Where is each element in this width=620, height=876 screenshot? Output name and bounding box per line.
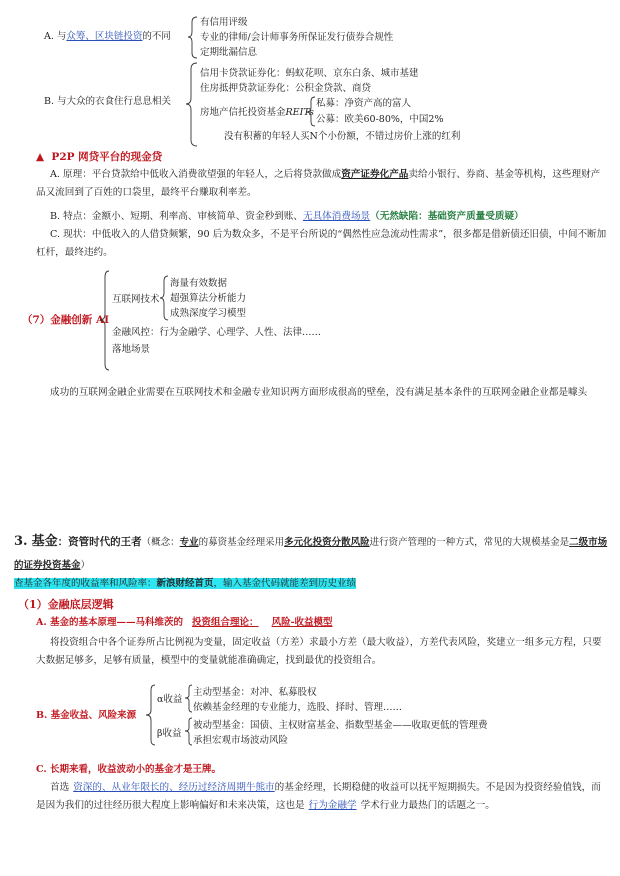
fund-c-link[interactable]: 资深的、从业年限长的、经历过经济周期牛熊市 <box>73 782 275 793</box>
reits-label: 房地产信托投资基金REITs <box>200 107 314 118</box>
p2p-b: B. 特点：金额小、短期、利率高、审核简单、资金秒到账、无具体消费场景（无然缺陷：基础资产质量受质疑） <box>50 211 524 222</box>
ai-brace <box>100 270 110 372</box>
section-a-brace <box>188 16 198 60</box>
p2p-a: A. 原理：平台贷款给中低收入消费欲望强的年轻人，之后将贷款做成资产证券化产品卖给小银行、券商、基金等机构，这些理财产品又流回到了百姓的口袋里，最终平台赚取利率差。 <box>36 169 601 198</box>
fund-heading: 3. 基金：资管时代的王者（概念：专业的募资基金经理采用多元化投资分散风险进行资产管理的一种方式，常见的大规模基金是二级市场的证券投资基金） <box>14 534 608 571</box>
section-b-item: 信用卡贷款证券化：蚂蚁花呗、京东白条、城市基建 <box>200 68 419 79</box>
beta-item: 承担宏观市场波动风险 <box>193 735 289 746</box>
section-a-link[interactable]: 众筹、区块链投资 <box>66 31 143 42</box>
fund-b-brace <box>146 684 156 748</box>
ai-tech-item: 超强算法分析能力 <box>170 293 247 304</box>
fund-a-heading: A. 基金的基本原理——马科维茨的 投资组合理论： 风险-收益模型 <box>36 617 333 628</box>
triangle-icon: ▲ <box>36 151 45 163</box>
ai-tech-label: 互联网技术 <box>112 294 160 305</box>
fund-sub1: （1）金融底层逻辑 <box>18 598 114 611</box>
section-b-brace <box>186 62 198 148</box>
reits-sub: 私募：净资产高的富人 <box>316 98 412 109</box>
ai-title: （7）金融创新 AI <box>22 314 110 326</box>
section-a-item: 有信用评级 <box>200 17 248 28</box>
fund-highlight: 查基金各年度的收益率和风险率：新浪财经首页，输入基金代码就能差到历史业绩 <box>14 578 357 589</box>
alpha-brace <box>185 684 193 714</box>
fund-c-link2[interactable]: 行为金融学 <box>308 799 357 811</box>
section-a-item: 专业的律师/会计师事务所保证发行债券合规性 <box>200 32 394 43</box>
beta-label: β收益 <box>157 728 182 739</box>
section-a-item: 定期纰漏信息 <box>200 47 258 58</box>
fund-a-paragraph: 将投资组合中各个证券所占比例视为变量，固定收益（方差）求最小方差（最大收益），方差代表风险，奖建立一组多元方程，只要大数据足够多，足够有质量，模型中的变量就能准确确定，找到最优的投资组合。 <box>36 637 602 666</box>
fund-c-paragraph: 首选 资深的、从业年限长的、经历过经济周期牛熊市的基金经理，长期稳健的收益可以抚平短期损失。不是因为投资经验值钱，而是因为我们的过往经历很大程度上影响偏好和未来决策，这也是 行为金融学 学术行业力最热门的话题之一。 <box>36 782 601 811</box>
section-a-label: A. 与众筹、区块链投资的不同 <box>44 31 171 42</box>
ai-risk: 金融风控：行为金融学、心理学、人性、法律…… <box>112 327 322 338</box>
p2p-b-link[interactable]: 无具体消费场景 <box>303 211 371 222</box>
ai-scene: 落地场景 <box>112 344 151 355</box>
section-b-item: 住房抵押贷款证券化：公积金贷款、商贷 <box>200 83 372 94</box>
p2p-heading: ▲ P2P 网贷平台的现金贷 <box>36 151 163 163</box>
p2p-c: C. 现状：中低收入的人借贷频繁，90 后为数众多，不是平台所说的“偶然性应急流动性需求”，很多都是借新债还旧债，中间不断加杠杆，最终违约。 <box>36 229 607 258</box>
ai-conclusion: 成功的互联网金融企业需要在互联网技术和金融专业知识两方面形成很高的壁垒，没有满足基本条件的互联网金融企业都是噱头 <box>50 387 588 398</box>
ai-tech-brace <box>160 275 169 323</box>
beta-item: 被动型基金：国债、主权财富基金、指数型基金——收取更低的管理费 <box>193 720 488 731</box>
ai-tech-item: 海量有效数据 <box>170 278 228 289</box>
reits-note: 没有积蓄的年轻人买N个小份额，不错过房价上涨的红利 <box>224 131 461 142</box>
fund-c-heading: C. 长期来看，收益波动小的基金才是王牌。 <box>36 764 222 775</box>
p2p-a-link[interactable]: 资产证券化产品 <box>341 169 409 180</box>
reits-sub: 公募：欧美60-80%，中国2% <box>316 114 444 125</box>
reits-brace <box>306 96 316 128</box>
alpha-item: 主动型基金：对冲、私募股权 <box>193 687 317 698</box>
ai-tech-item: 成熟深度学习模型 <box>170 308 247 319</box>
beta-brace <box>185 717 193 747</box>
alpha-item: 依赖基金经理的专业能力，选股、择时、管理…… <box>193 702 403 713</box>
alpha-label: α收益 <box>157 694 183 705</box>
fund-b-label: B. 基金收益、风险来源 <box>36 710 137 721</box>
section-b-label: B. 与大众的衣食住行息息相关 <box>44 96 172 107</box>
